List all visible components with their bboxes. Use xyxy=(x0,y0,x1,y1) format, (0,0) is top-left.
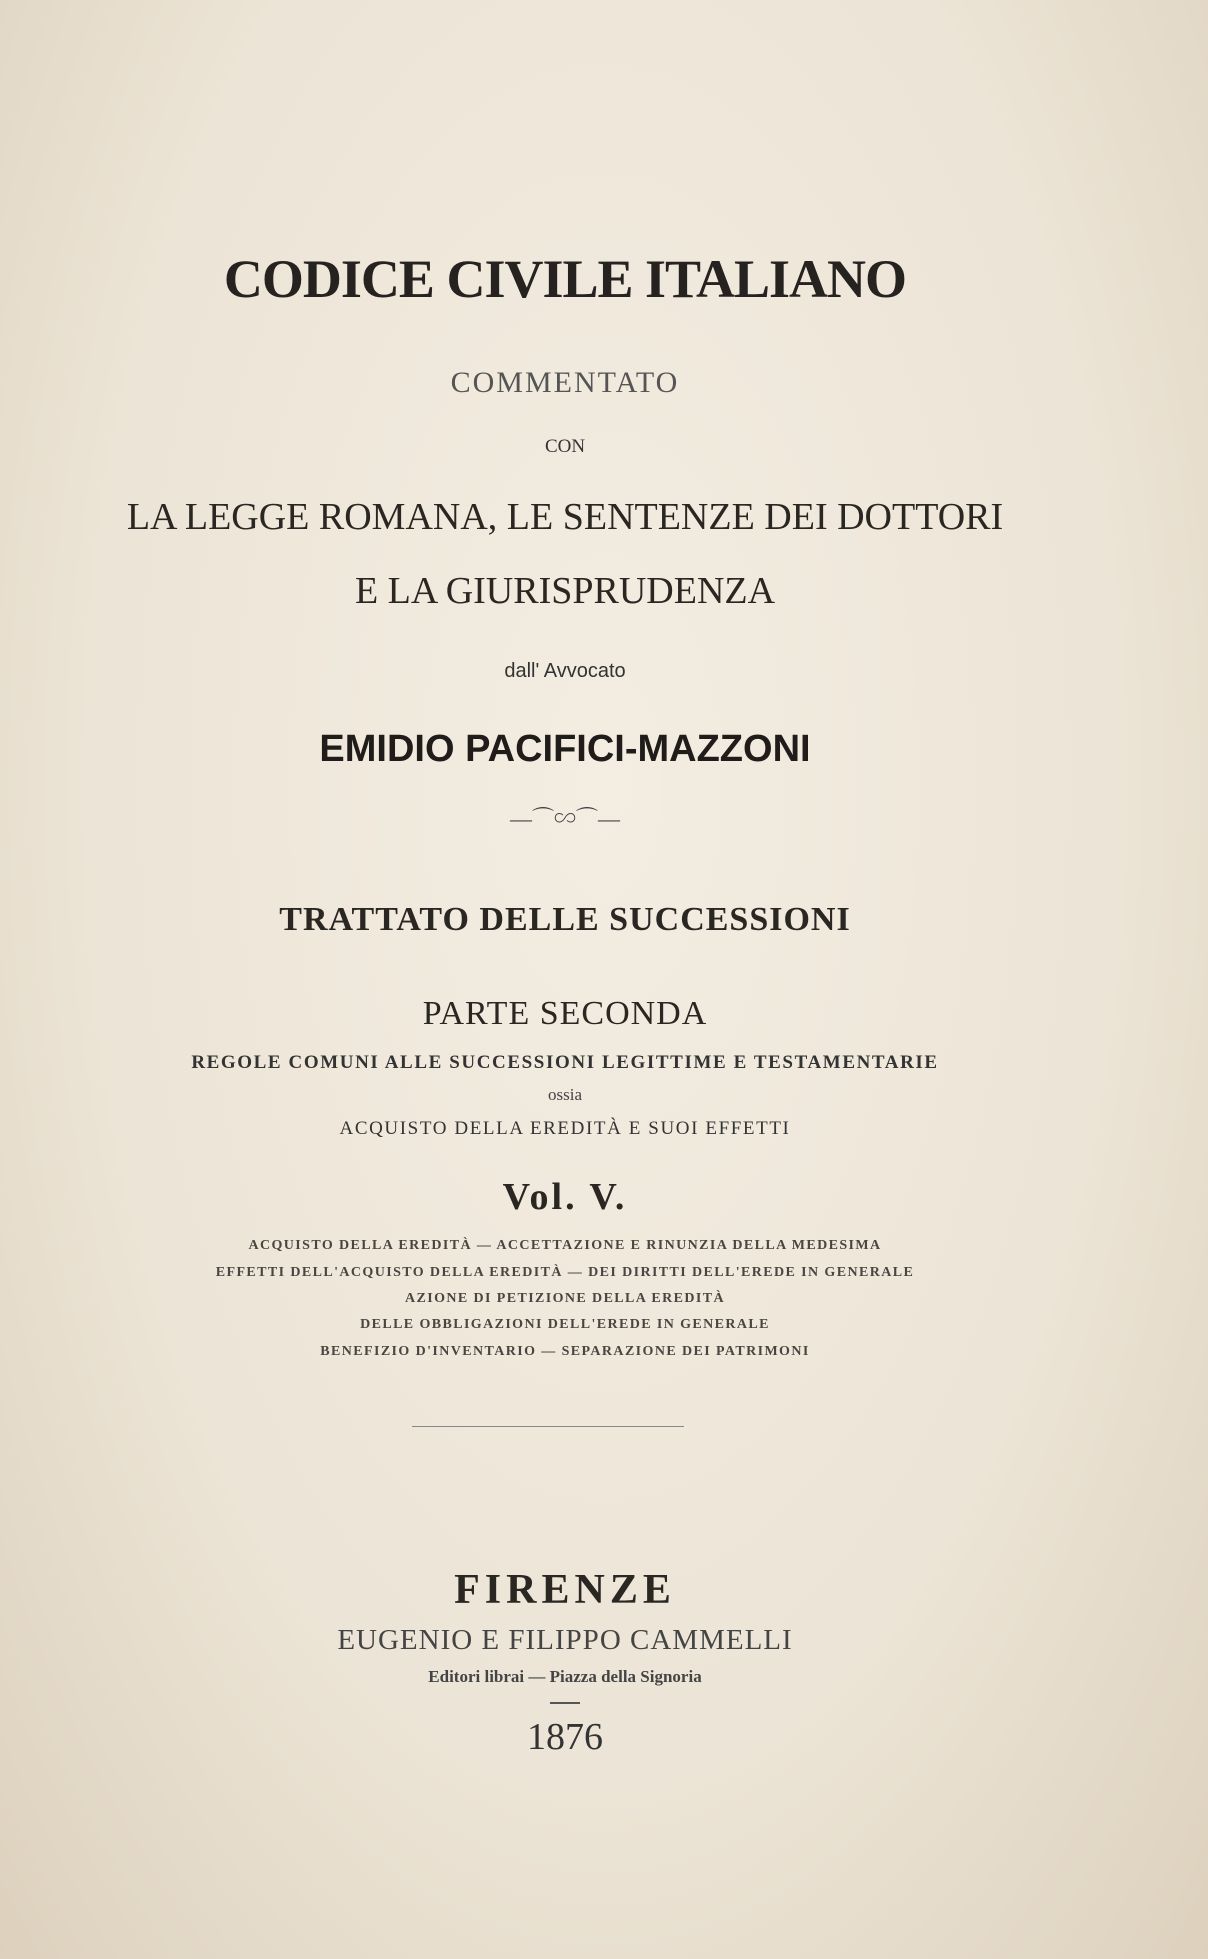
horizontal-rule xyxy=(412,1426,684,1427)
imprint-publisher-note: Editori librai — Piazza della Signoria xyxy=(428,1667,702,1686)
commentato-label: COMMENTATO xyxy=(450,366,680,399)
part-subtitle-2: ACQUISTO DELLA EREDITÀ E SUOI EFFETTI xyxy=(339,1118,791,1139)
ornament-divider: —⌒∽⌒— xyxy=(509,806,620,831)
part-heading: PARTE SECONDA xyxy=(422,995,708,1032)
volume-number: Vol. V. xyxy=(502,1176,628,1218)
sources-line-2-text: E LA GIURISPRUDENZA xyxy=(354,570,776,612)
contents-line: ACQUISTO DELLA EREDITÀ — ACCETTAZIONE E RINUNZIA DELLA MEDESIMA xyxy=(248,1238,882,1253)
book-title-text: CODICE CIVILE ITALIANO xyxy=(223,249,907,309)
contents-line: DELLE OBBLIGAZIONI DELL'EREDE IN GENERALE xyxy=(360,1317,770,1332)
contents-line: EFFETTI DELL'ACQUISTO DELLA EREDITÀ — DEI DIRITTI DELL'EREDE IN GENERALE xyxy=(215,1265,915,1280)
imprint-publisher: EUGENIO E FILIPPO CAMMELLI xyxy=(337,1624,793,1656)
part-subtitle: REGOLE COMUNI ALLE SUCCESSIONI LEGITTIME E TESTAMENTARIE xyxy=(191,1052,939,1073)
treatise-title xyxy=(0,900,1130,939)
imprint-year: 1876 xyxy=(527,1716,603,1758)
treatise-title-text: TRATTATO DELLE SUCCESSIONI xyxy=(279,901,851,938)
author-name-text: EMIDIO PACIFICI-MAZZONI xyxy=(319,728,811,770)
contents-line: BENEFIZIO D'INVENTARIO — SEPARAZIONE DEI PATRIMONI xyxy=(320,1344,810,1359)
con-label: CON xyxy=(544,436,586,457)
sources-line-1-text: LA LEGGE ROMANA, LE SENTENZE DEI DOTTORI xyxy=(126,496,1004,538)
short-rule xyxy=(550,1702,580,1704)
book-title xyxy=(0,248,1130,310)
sources-line-1 xyxy=(0,496,1130,540)
by-line: dall' Avvocato xyxy=(504,660,626,682)
author-name xyxy=(0,728,1130,772)
sources-line-2 xyxy=(0,570,1130,614)
contents-line: AZIONE DI PETIZIONE DELLA EREDITÀ xyxy=(404,1291,726,1306)
ossia-label: ossia xyxy=(548,1085,582,1104)
imprint-city: FIRENZE xyxy=(454,1567,676,1613)
